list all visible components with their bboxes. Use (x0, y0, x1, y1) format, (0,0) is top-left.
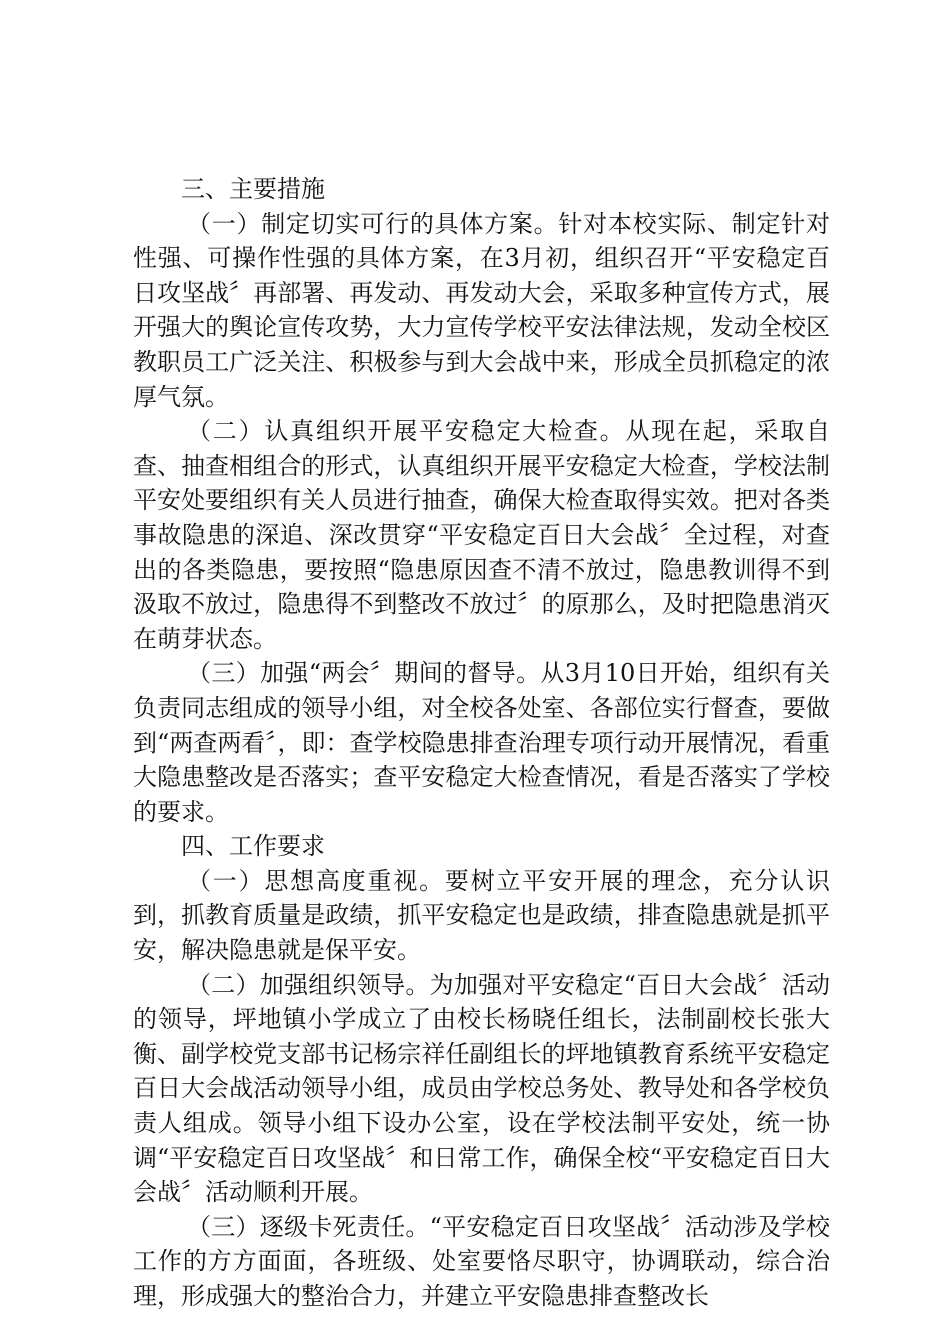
paragraph-measure-3: （三）加强“两会〞期间的督导。从3月10日开始，组织有关负责同志组成的领导小组，对全校各处室、各部位实行督查，要做到“两查两看〞，即：查学校隐患排查治理专项行动开展情况，看重大隐患整改是否落实；查平安稳定大检查情况，看是否落实了学校的要求。 (133, 659, 830, 826)
section-heading-requirements: 四、工作要求 (181, 832, 325, 861)
paragraph-requirement-2: （二）加强组织领导。为加强对平安稳定“百日大会战〞活动的领导，坪地镇小学成立了由校长杨晓任组长，法制副校长张大衡、副学校党支部书记杨宗祥任副组长的坪地镇教育系统平安稳定百日大会战活动领导小组，成员由学校总务处、教导处和各学校负责人组成。领导小组下设办公室，设在学校法制平安处，统一协调“平安稳定百日攻坚战〞和日常工作，确保全校“平安稳定百日大会战〞活动顺利开展。 (133, 970, 830, 1207)
document-body (133, 172, 830, 1314)
section-heading-measures: 三、主要措施 (181, 175, 325, 203)
paragraph-measure-1: （一）制定切实可行的具体方案。针对本校实际、制定针对性强、可操作性强的具体方案，在3月初，组织召开“平安稳定百日攻坚战〞再部署、再发动、再发动大会，采取多种宣传方式，展开强大的舆论宣传攻势，大力宣传学校平安法律法规，发动全校区教职员工广泛关注、积极参与到大会战中来，形成全员抓稳定的浓厚气氛。 (133, 209, 830, 411)
paragraph-measure-2: （二）认真组织开展平安稳定大检查。从现在起，采取自查、抽查相组合的形式，认真组织开展平安稳定大检查，学校法制平安处要组织有关人员进行抽查，确保大检查取得实效。把对各类事故隐患的深追、深改贯穿“平安稳定百日大会战〞全过程，对查出的各类隐患，要按照“隐患原因查不清不放过，隐患教训得不到汲取不放过，隐患得不到整改不放过〞的原那么，及时把隐患消灭在萌芽状态。 (133, 417, 830, 653)
paragraph-requirement-1: （一）思想高度重视。要树立平安开展的理念，充分认识到，抓教育质量是政绩，抓平安稳定也是政绩，排查隐患就是抓平安，解决隐患就是保平安。 (133, 866, 830, 965)
paragraph-requirement-3: （三）逐级卡死责任。“平安稳定百日攻坚战〞活动涉及学校工作的方方面面，各班级、处室要恪尽职守，协调联动，综合治理，形成强大的整治合力，并建立平安隐患排查整改长 (133, 1212, 830, 1310)
